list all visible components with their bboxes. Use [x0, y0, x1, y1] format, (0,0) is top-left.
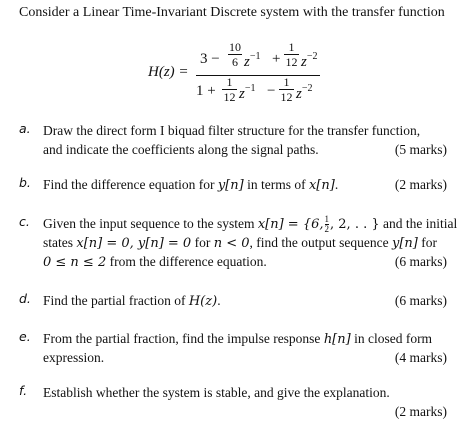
question-c-label: c. — [19, 214, 30, 229]
question-c-math-range-text: 0 ≤ n ≤ 2 — [43, 255, 107, 270]
question-c-text-3: states — [43, 235, 77, 250]
transfer-function — [148, 38, 338, 108]
question-c-text-4: for — [191, 235, 214, 250]
question-b-text-3: . — [334, 177, 339, 192]
tf-num-frac-1-denominator: 6 — [232, 55, 238, 69]
tf-den-frac-1-denominator: 12 — [223, 90, 236, 104]
question-c — [19, 214, 459, 271]
tf-den-frac-1 — [222, 76, 237, 103]
question-f-label: f. — [19, 383, 28, 398]
question-c-text-6: for — [417, 235, 437, 250]
tf-num-frac-1-numerator: 10 — [229, 40, 241, 54]
question-e-math-h-text: h[n] — [323, 332, 351, 347]
tf-num-const: 3 − — [200, 51, 220, 67]
question-a-line-1: Draw the direct form I biquad filter structure for the transfer function, — [43, 123, 421, 138]
tf-num-z-2: z — [301, 54, 307, 70]
question-e-text-1: From the partial fraction, find the impulse response — [43, 331, 324, 346]
question-a-marks: (5 marks) — [394, 142, 447, 157]
tf-num-frac-2 — [284, 41, 299, 68]
question-c-line-1 — [43, 214, 459, 233]
question-c-math-rest: , 2, . . } — [330, 217, 380, 232]
question-b-line-1 — [43, 175, 459, 194]
question-e — [19, 329, 459, 367]
tf-num-frac-1 — [228, 41, 242, 68]
question-f-line-2 — [43, 402, 459, 421]
question-c-math-input — [258, 217, 324, 232]
question-b-text-2: in terms of — [243, 177, 309, 192]
question-a — [19, 121, 459, 159]
question-c-text-1: Given the input sequence to the system — [43, 216, 258, 231]
question-c-half-fraction — [325, 215, 330, 234]
question-f — [19, 383, 459, 421]
question-e-label: e. — [19, 329, 31, 344]
question-c-line-3 — [43, 252, 459, 271]
tf-num-z-1: z — [244, 54, 250, 70]
question-b-label: b. — [19, 175, 31, 190]
tf-num-exp-2: −2 — [306, 51, 318, 62]
question-d-line-1 — [43, 291, 459, 310]
tf-num-term-2 — [301, 51, 317, 71]
question-d-text-2: . — [217, 293, 221, 308]
question-d-marks: (6 marks) — [394, 293, 447, 308]
question-c-half-numerator: 1 — [324, 214, 330, 224]
question-b-text-1: Find the difference equation for — [43, 177, 218, 192]
question-d — [19, 291, 459, 310]
tf-den-z-2: z — [296, 86, 302, 102]
tf-lhs: H(z) = — [148, 64, 189, 80]
question-f-marks: (2 marks) — [394, 404, 447, 419]
tf-num-term-1 — [244, 51, 260, 71]
tf-den-const: 1 + — [196, 83, 216, 99]
question-b-math-x — [309, 178, 335, 193]
question-d-math-h-text: H(z) — [188, 294, 218, 309]
question-b-math-y-text: y[n] — [217, 178, 244, 193]
question-c-math-initial-text: x[n] = 0, y[n] = 0 — [76, 236, 192, 251]
question-b-math-x-text: x[n] — [308, 178, 335, 193]
question-b — [19, 175, 459, 194]
question-c-math-range — [43, 255, 106, 270]
tf-num-frac-2-denominator: 12 — [285, 55, 298, 69]
tf-den-z-1: z — [239, 86, 245, 102]
tf-num-exp-1: −1 — [249, 51, 261, 62]
question-c-line-2 — [43, 233, 459, 252]
tf-den-frac-1-numerator: 1 — [226, 75, 233, 89]
question-c-text-5: , find the output sequence — [249, 235, 392, 250]
tf-den-frac-2-numerator: 1 — [283, 75, 290, 89]
question-c-half-denominator: 2 — [324, 224, 330, 234]
intro-text: Consider a Linear Time-Invariant Discrete system with the transfer function — [19, 5, 445, 20]
question-d-math-h — [189, 294, 217, 309]
question-c-math-y-text: y[n] — [392, 236, 418, 251]
tf-main-fraction-bar — [196, 75, 320, 76]
question-e-line-2 — [43, 348, 459, 367]
question-c-math-n-text: n < 0 — [213, 236, 250, 251]
tf-den-term-2 — [296, 83, 312, 103]
tf-den-frac-2 — [279, 76, 294, 103]
question-b-math-y — [218, 178, 244, 193]
question-a-label: a. — [19, 121, 31, 136]
tf-den-frac-2-denominator: 12 — [280, 90, 293, 104]
question-c-math-y — [392, 236, 418, 251]
question-e-math-h — [324, 332, 351, 347]
question-d-text-1: Find the partial fraction of — [43, 293, 189, 308]
question-e-text-3: expression. — [43, 350, 105, 365]
question-c-text-7: from the difference equation. — [106, 254, 267, 269]
question-b-marks: (2 marks) — [394, 177, 447, 192]
tf-num-plus: + — [272, 51, 281, 67]
question-c-marks: (6 marks) — [394, 254, 447, 269]
question-a-line-2 — [43, 140, 459, 159]
tf-num-frac-2-numerator: 1 — [288, 40, 295, 54]
tf-den-exp-2: −2 — [301, 83, 313, 94]
question-f-line-1: Establish whether the system is stable, and give the explanation. — [43, 385, 390, 400]
question-c-math-input-text: x[n] = {6, — [257, 217, 324, 232]
question-e-marks: (4 marks) — [394, 350, 447, 365]
tf-den-exp-1: −1 — [244, 83, 256, 94]
tf-den-minus: − — [267, 83, 276, 99]
question-e-text-2: in closed form — [350, 331, 433, 346]
tf-den-term-1 — [239, 83, 255, 103]
question-d-label: d. — [19, 291, 31, 306]
question-a-line-2-text: and indicate the coefficients along the signal paths. — [43, 142, 319, 157]
question-c-text-2: and the initial — [379, 216, 458, 231]
question-c-math-n — [214, 236, 250, 251]
question-c-math-initial — [76, 236, 191, 251]
question-e-line-1 — [43, 329, 459, 348]
